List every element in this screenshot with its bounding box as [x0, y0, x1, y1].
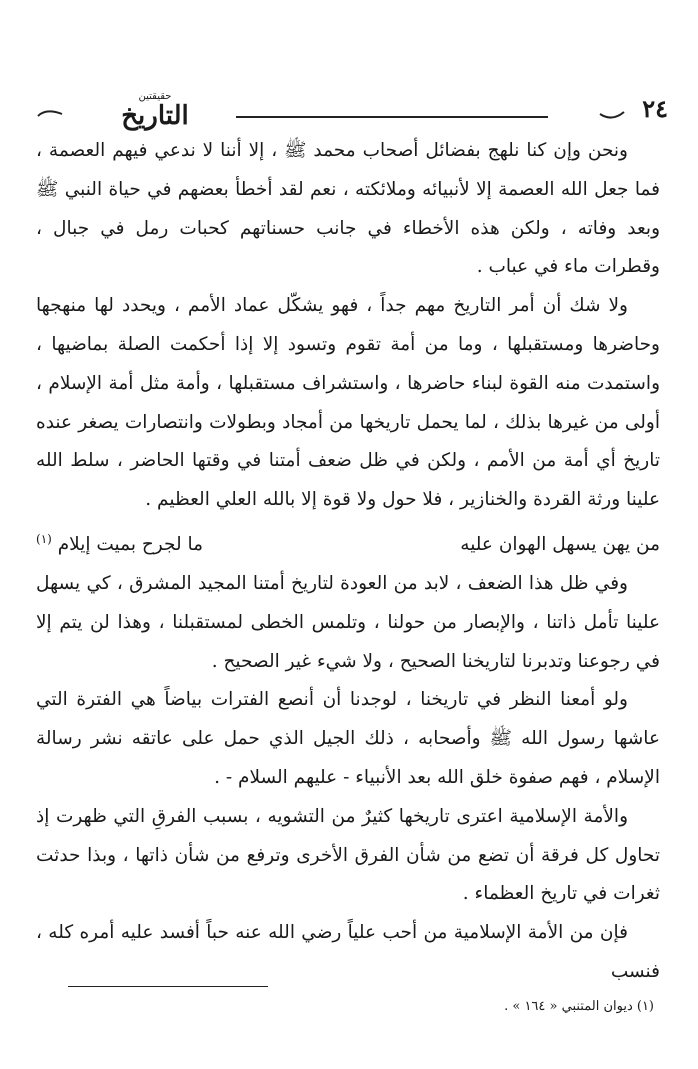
paragraph-3: وفي ظل هذا الضعف ، لابد من العودة لتاريخ أمتنا المجيد المشرق ، كي يسهل علينا تأمل ذاتنا ، والإبصار من حولنا ، وتلمس الخطى لمستقبلنا ، وهذا لن يتم إلا في رجوعنا وتدبرنا لتاريخنا الصحيح ، ولا شيء غير الصحيح . [36, 572, 660, 672]
poem-second-half [36, 520, 203, 565]
book-title-logo [80, 92, 230, 130]
poem-second-half-text: ما لجرح بميت إيلام [57, 534, 204, 556]
paragraph-6: فإن من الأمة الإسلامية من أحب علياً رضي الله عنه حباً أفسد عليه أمره كله ، فنسب [36, 922, 660, 982]
poem-first-half: من يهن يسهل الهوان عليه [460, 534, 660, 556]
footnote: (١) ديوان المتنبي « ١٦٤ » . [504, 999, 654, 1014]
poem-verse [36, 520, 660, 565]
paragraph-2: ولا شك أن أمر التاريخ مهم جداً ، فهو يشكّل عماد الأمم ، ويحدد لها منهجها وحاضرها ومستقبلها ، وما من أمة تقوم وتسود إلا إذا أحكمت الصلة بماضيها ، واستمدت منه القوة لبناء حاضرها ، واستشراف مستقبلها ، وأمة مثل أمة الإسلام ، أولى من غيرها بذلك ، لما يحمل تاريخها من أمجاد وبطولات وانتصارات يصغر عنده تاريخ أي أمة من الأمم ، ولكن في ظل ضعف أمتنا في وقتها الحاضر ، سلط الله علينا ورثة القردة والخنازير ، فلا حول ولا قوة إلا بالله العلي العظيم . [36, 295, 660, 511]
main-text [36, 132, 660, 992]
ornament-left-icon [36, 106, 64, 122]
paragraph-4: ولو أمعنا النظر في تاريخنا ، لوجدنا أن أنصع الفترات بياضاً هي الفترة التي عاشها رسول الله ﷺ وأصحابه ، ذلك الجيل الذي حمل على عاتقه نشر رسالة الإسلام ، فهم صفوة خلق الله بعد الأنبياء - عليهم السلام - . [36, 689, 660, 788]
footnote-reference: (١) [36, 531, 52, 546]
paragraph-5: والأمة الإسلامية اعترى تاريخها كثيرٌ من التشويه ، بسبب الفرقِ التي ظهرت إذ تحاول كل فرقة أن تضع من شأن الفرق الأخرى وترفع من شأن ذاتها ، وبذا حدثت ثغرات في تاريخ العظماء . [36, 805, 660, 905]
logo-title: التاريخ [121, 101, 189, 131]
page-header [36, 92, 668, 132]
footnote-rule [68, 986, 268, 987]
ornament-right-icon [598, 106, 626, 122]
logo-subtitle: حقيقتين [138, 91, 172, 102]
paragraph-1: ونحن وإن كنا نلهج بفضائل أصحاب محمد ﷺ ، إلا أننا لا ندعي فيهم العصمة ، فما جعل الله العصمة إلا لأنبيائه وملائكته ، نعم لقد أخطأ بعضهم في حياة النبي ﷺ وبعد وفاته ، ولكن هذه الأخطاء في جانب حسناتهم كحبات رمل في جبال ، وقطرات ماء في عباب . [36, 140, 660, 278]
page-number: ٢٤ [642, 94, 668, 123]
header-rule [236, 116, 548, 118]
